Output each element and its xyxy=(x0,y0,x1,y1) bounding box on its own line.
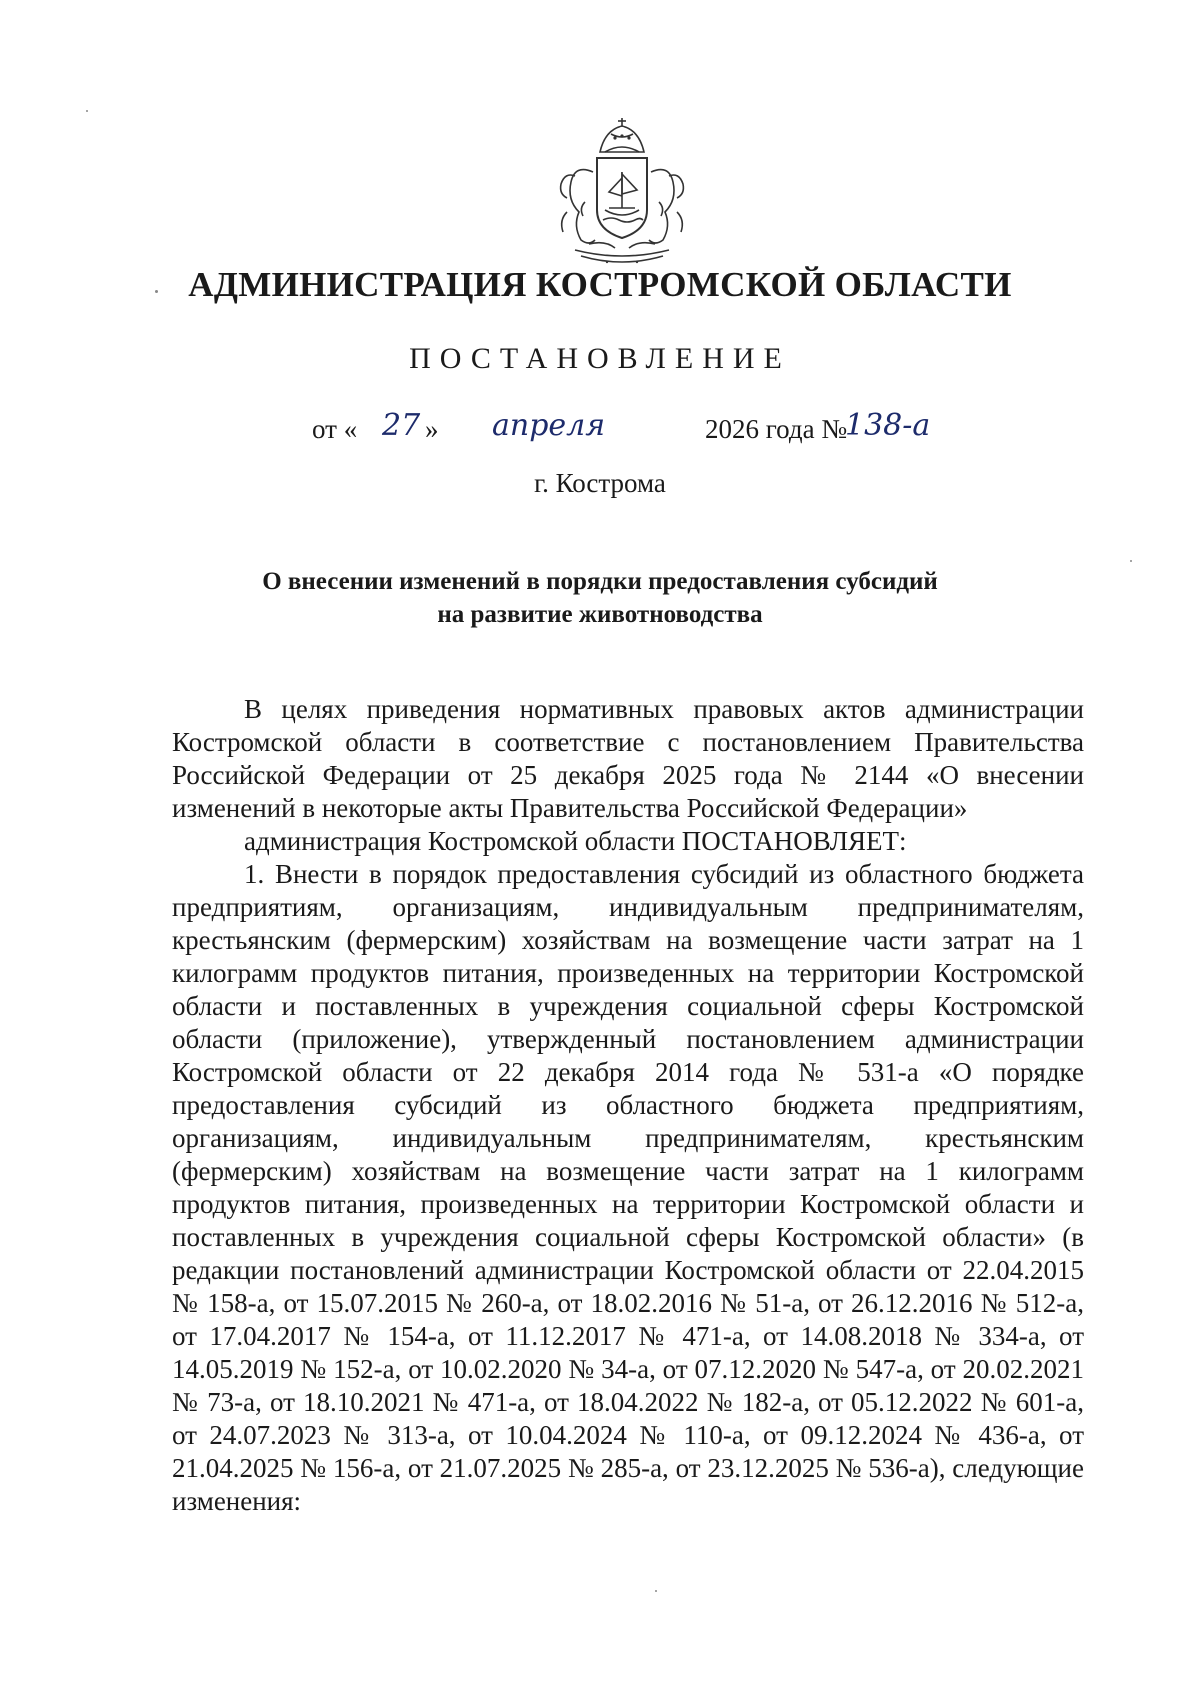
organization-title: АДМИНИСТРАЦИЯ КОСТРОМСКОЙ ОБЛАСТИ xyxy=(188,265,1012,304)
scan-speck xyxy=(1130,560,1132,562)
date-close-quote: » xyxy=(425,414,439,444)
body-paragraph-3: 1. Внести в порядок предоставления субсидий из областного бюджета предприятиям, организациям, индивидуальным предпринимателям, крестьянским (фермерским) хозяйствам на возмещение части затрат на 1 килограмм продуктов питания, произведенных на территории Костромской области и поставленных в учреждения социальной сферы Костромской области (приложение), утвержденный постановлением администрации Костромской области от 22 декабря 2014 года № 531-а «О порядке предоставления субсидий из областного бюджета предприятиям, организациям, индивидуальным предпринимателям, крестьянским (фермерским) хозяйствам на возмещение части затрат на 1 килограмм продуктов питания, произведенных на территории Костромской области и поставленных в учреждения социальной сферы Костромской области» (в редакции постановлений администрации Костромской области от 22.04.2015 № 158-а, от 15.07.2015 № 260-а, от 18.02.2016 № 51-а, от 26.12.2016 № 512-а, от 17.04.2017 № 154-а, от 11.12.2017 № 471-а, от 14.08.2018 № 334-а, от 14.05.2019 № 152-а, от 10.02.2020 № 34-а, от 07.12.2020 № 547-а, от 20.02.2021 № 73-а, от 18.10.2021 № 471-а, от 18.04.2022 № 182-а, от 05.12.2022 № 601-а, от 24.07.2023 № 313-а, от 10.04.2024 № 110-а, от 09.12.2024 № 436-а, от 21.04.2025 № 156-а, от 21.07.2025 № 285-а, от 23.12.2025 № 536-а), следующие изменения: xyxy=(172,859,1084,1516)
body-paragraph-2: администрация Костромской области ПОСТАНОВЛЯЕТ: xyxy=(244,826,907,856)
scan-speck xyxy=(155,290,158,293)
document-subject xyxy=(190,565,1010,631)
year-number-label: 2026 года № xyxy=(705,414,848,444)
city-line: г. Кострома xyxy=(534,468,666,498)
subject-line-1: О внесении изменений в порядки предоставления субсидий xyxy=(262,568,938,595)
kostroma-coat-of-arms-icon xyxy=(545,112,700,272)
subject-line-2: на развитие животноводства xyxy=(437,601,763,628)
document-type-heading: ПОСТАНОВЛЕНИЕ xyxy=(409,342,791,375)
date-number-line xyxy=(0,408,1200,448)
date-prefix: от « xyxy=(312,414,358,444)
scan-speck xyxy=(655,1590,657,1592)
handwritten-document-number: 138-а xyxy=(845,408,931,443)
scan-speck xyxy=(86,110,88,112)
document-body xyxy=(172,693,1084,1518)
handwritten-month: апреля xyxy=(492,408,606,443)
handwritten-day: 27 xyxy=(382,408,421,443)
body-paragraph-1: В целях приведения нормативных правовых актов администрации Костромской области в соответствие с постановлением Правительства Российской Федерации от 25 декабря 2025 года № 2144 «О внесении изменений в некоторые акты Правительства Российской Федерации» xyxy=(172,694,1084,823)
